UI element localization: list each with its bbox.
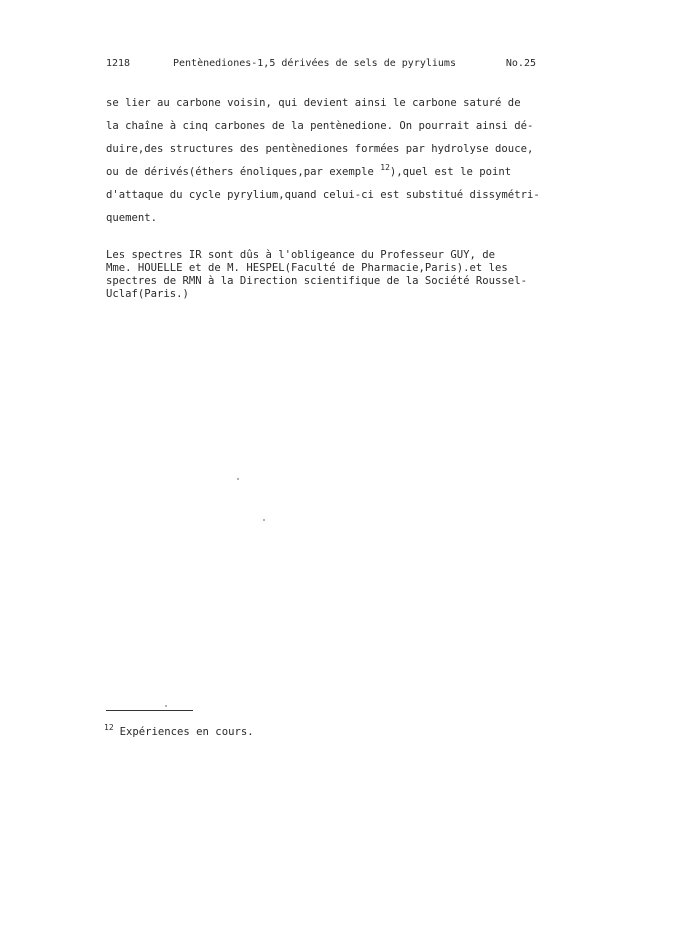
body-line-text: ou de dérivés(éthers énoliques,par exemple bbox=[106, 166, 381, 178]
body-paragraph bbox=[106, 92, 556, 230]
acknowledgement-line: Mme. HOUELLE et de M. HESPEL(Faculté de Pharmacie,Paris).et les bbox=[106, 262, 508, 274]
page-number: 1218 bbox=[106, 58, 131, 69]
page-header bbox=[106, 58, 536, 72]
footnote-separator bbox=[106, 710, 193, 711]
acknowledgement-line: Uclaf(Paris.) bbox=[106, 288, 189, 300]
scan-speck bbox=[263, 519, 265, 521]
acknowledgement-line: spectres de RMN à la Direction scientifique de la Société Roussel- bbox=[106, 275, 527, 287]
body-line: se lier au carbone voisin, qui devient ainsi le carbone saturé de bbox=[106, 97, 521, 109]
acknowledgement-paragraph bbox=[106, 249, 566, 301]
body-line bbox=[106, 161, 556, 184]
acknowledgement-line: Les spectres IR sont dûs à l'obligeance du Professeur GUY, de bbox=[106, 249, 496, 261]
footnote-text: Expériences en cours. bbox=[119, 726, 254, 738]
body-line: la chaîne à cinq carbones de la pentènedione. On pourrait ainsi dé- bbox=[106, 120, 534, 132]
footnote-marker: 12 bbox=[104, 723, 114, 732]
footnote bbox=[104, 723, 254, 738]
issue-number: No.25 bbox=[505, 58, 536, 69]
body-line: d'attaque du cycle pyrylium,quand celui-ci est substitué dissymétri- bbox=[106, 189, 540, 201]
running-title: Pentènediones-1,5 dérivées de sels de pyryliums bbox=[173, 58, 456, 69]
scan-speck bbox=[165, 705, 167, 707]
footnote-reference: 12 bbox=[380, 163, 390, 172]
body-line-text: ),quel est le point bbox=[389, 166, 512, 178]
body-line: quement. bbox=[106, 212, 158, 224]
scan-speck bbox=[237, 478, 239, 480]
body-line: duire,des structures des pentènediones formées par hydrolyse douce, bbox=[106, 143, 534, 155]
